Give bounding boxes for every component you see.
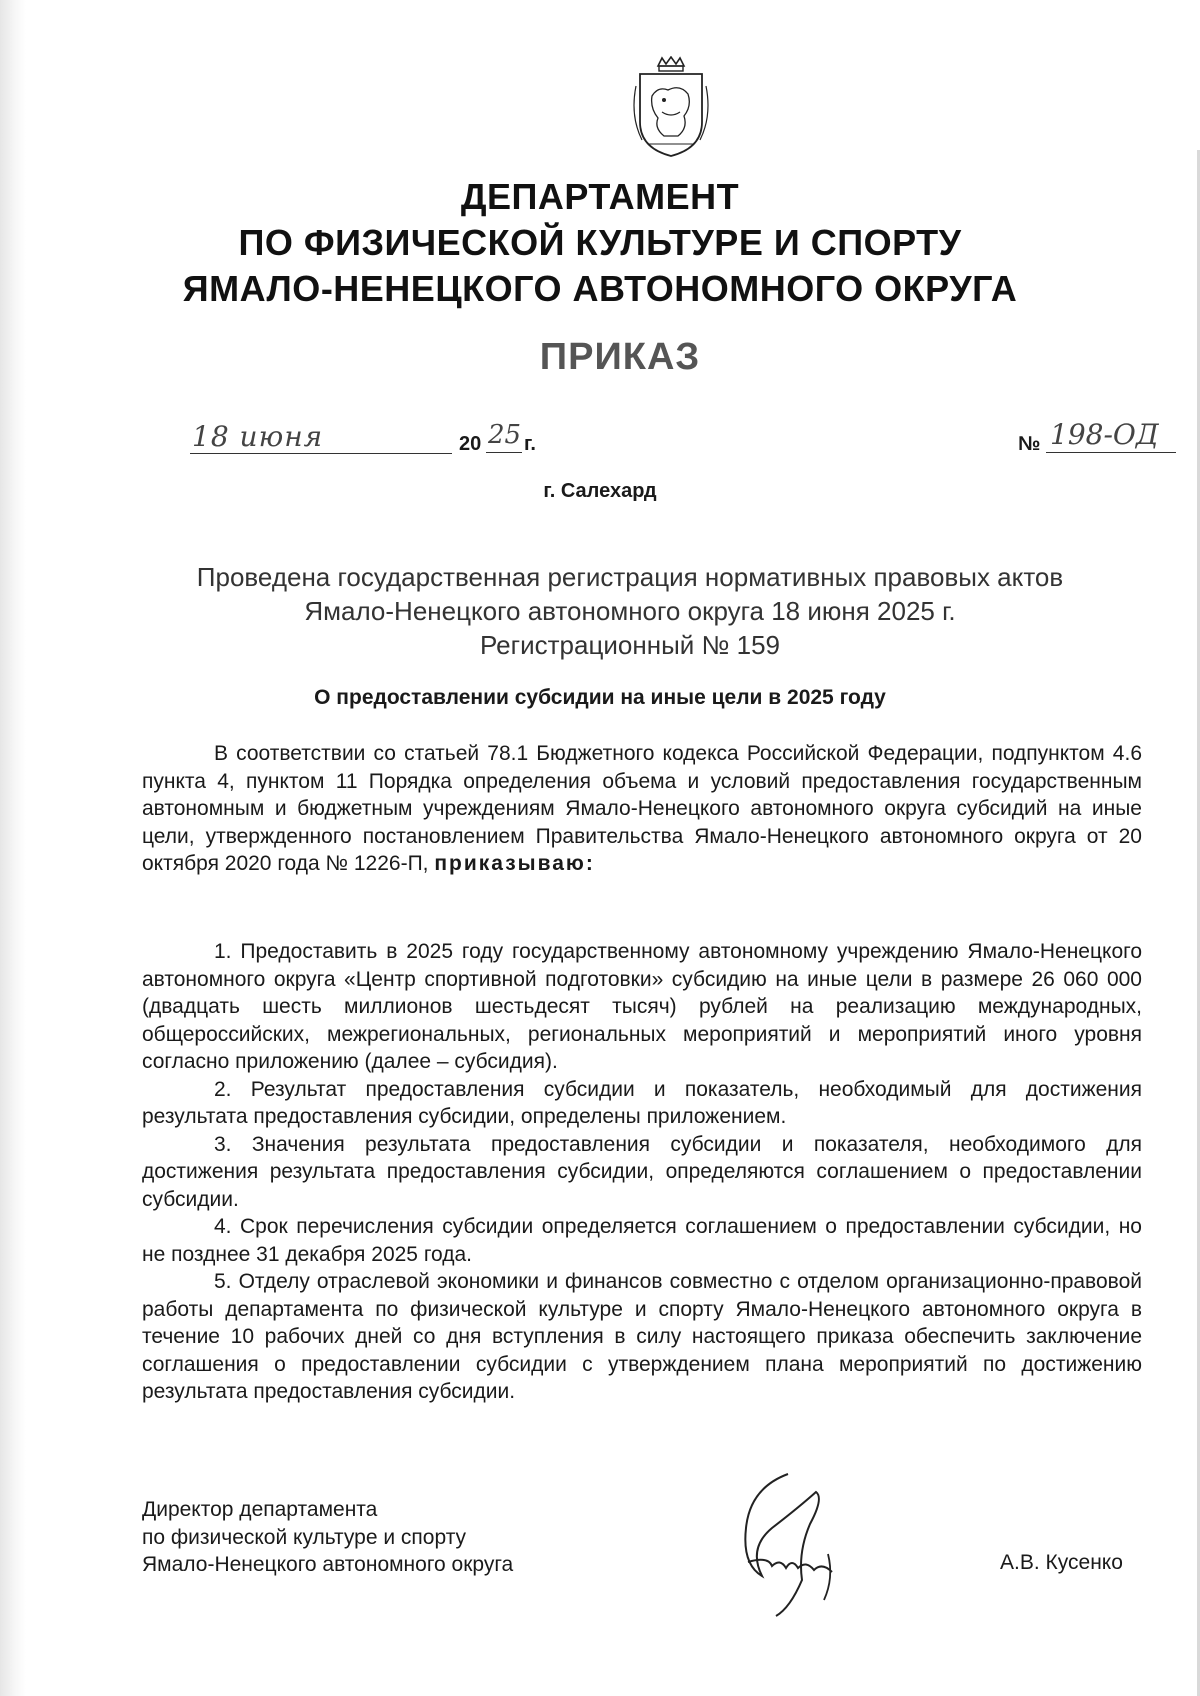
- coat-of-arms-icon: [628, 56, 714, 160]
- signatory-title-line: Ямало-Ненецкого автономного округа: [142, 1553, 514, 1576]
- signatory-title-line: по физической культуре и спорту: [142, 1525, 467, 1549]
- document-type: ПРИКАЗ: [539, 336, 701, 378]
- preamble-text: В соответствии со статьей 78.1 Бюджетного кодекса Российской Федерации, подпунктом 4.6 пункта 4, пунктом 11 Порядка определения объема и условий предоставления государственным автономным и бюджетным учреждениям Ямало-Ненецкого автономного округа субсидий на иные цели, утвержденного постановлением Правительства Ямало-Ненецкого автономного округа от 20 октября 2020 года № 1226-П,: [142, 742, 1142, 875]
- department-title-line: ДЕПАРТАМЕНТ: [460, 176, 740, 217]
- handwritten-date: 18 июня: [192, 420, 324, 453]
- signatory-title: [142, 1496, 513, 1579]
- year-underline: [486, 452, 522, 453]
- year-suffix: г.: [524, 433, 536, 455]
- order-item: 4. Срок перечисления субсидии определяется соглашением о предоставлении субсидии, но не позднее 31 декабря 2025 года.: [142, 1215, 1142, 1266]
- document-subject: О предоставлении субсидии на иные цели в 2025 году: [314, 686, 886, 709]
- handwritten-number: 198-ОД: [1050, 418, 1159, 451]
- order-items: [142, 938, 1142, 1406]
- department-title-line: ПО ФИЗИЧЕСКОЙ КУЛЬТУРЕ И СПОРТУ: [238, 222, 962, 263]
- number-sign: №: [1018, 433, 1041, 455]
- order-item: 1. Предоставить в 2025 году государственному автономному учреждению Ямало-Ненецкого автономного округа «Центр спортивной подготовки» субсидию на иные цели в размере 26 060 000 (двадцать шесть миллионов шестьдесят тысяч) рублей на реализацию международных, общероссийских, межрегиональных, региональных мероприятий и мероприятий иного уровня согласно приложению (далее – субсидия).: [142, 940, 1142, 1073]
- department-title-line: ЯМАЛО-НЕНЕЦКОГО АВТОНОМНОГО ОКРУГА: [182, 268, 1018, 309]
- order-item: 3. Значения результата предоставления субсидии и показателя, необходимого для достижения результата предоставления субсидии, определяются соглашением о предоставлении субсидии.: [142, 1132, 1142, 1211]
- scan-edge: [0, 0, 26, 1696]
- order-item: 5. Отделу отраслевой экономики и финансов совместно с отделом организационно-правовой работы департамента по физической культуре и спорту Ямало-Ненецкого автономного округа в течение 10 рабочих дней со дня вступления в силу настоящего приказа обеспечить заключение соглашения о предоставлении субсидии с утверждением плана мероприятий по достижению результата предоставления субсидии.: [142, 1270, 1142, 1403]
- city: г. Салехард: [543, 480, 657, 502]
- registration-line: Ямало-Ненецкого автономного округа 18 июня 2025 г.: [304, 596, 956, 626]
- date-underline: [190, 452, 452, 454]
- registration-line: Проведена государственная регистрация нормативных правовых актов: [196, 562, 1064, 592]
- preamble: [142, 740, 1142, 878]
- handwritten-signature: [728, 1468, 852, 1618]
- registration-line: Регистрационный № 159: [479, 630, 780, 660]
- command-word: приказываю:: [434, 852, 595, 875]
- order-item: 2. Результат предоставления субсидии и показатель, необходимый для достижения результата предоставления субсидии, определены приложением.: [142, 1077, 1142, 1128]
- handwritten-year: 25: [488, 420, 522, 450]
- signatory-title-line: Директор департамента: [142, 1498, 378, 1521]
- year-prefix: 20: [459, 433, 482, 455]
- signatory-name: А.В. Кусенко: [1000, 1551, 1123, 1574]
- number-underline: [1046, 452, 1176, 453]
